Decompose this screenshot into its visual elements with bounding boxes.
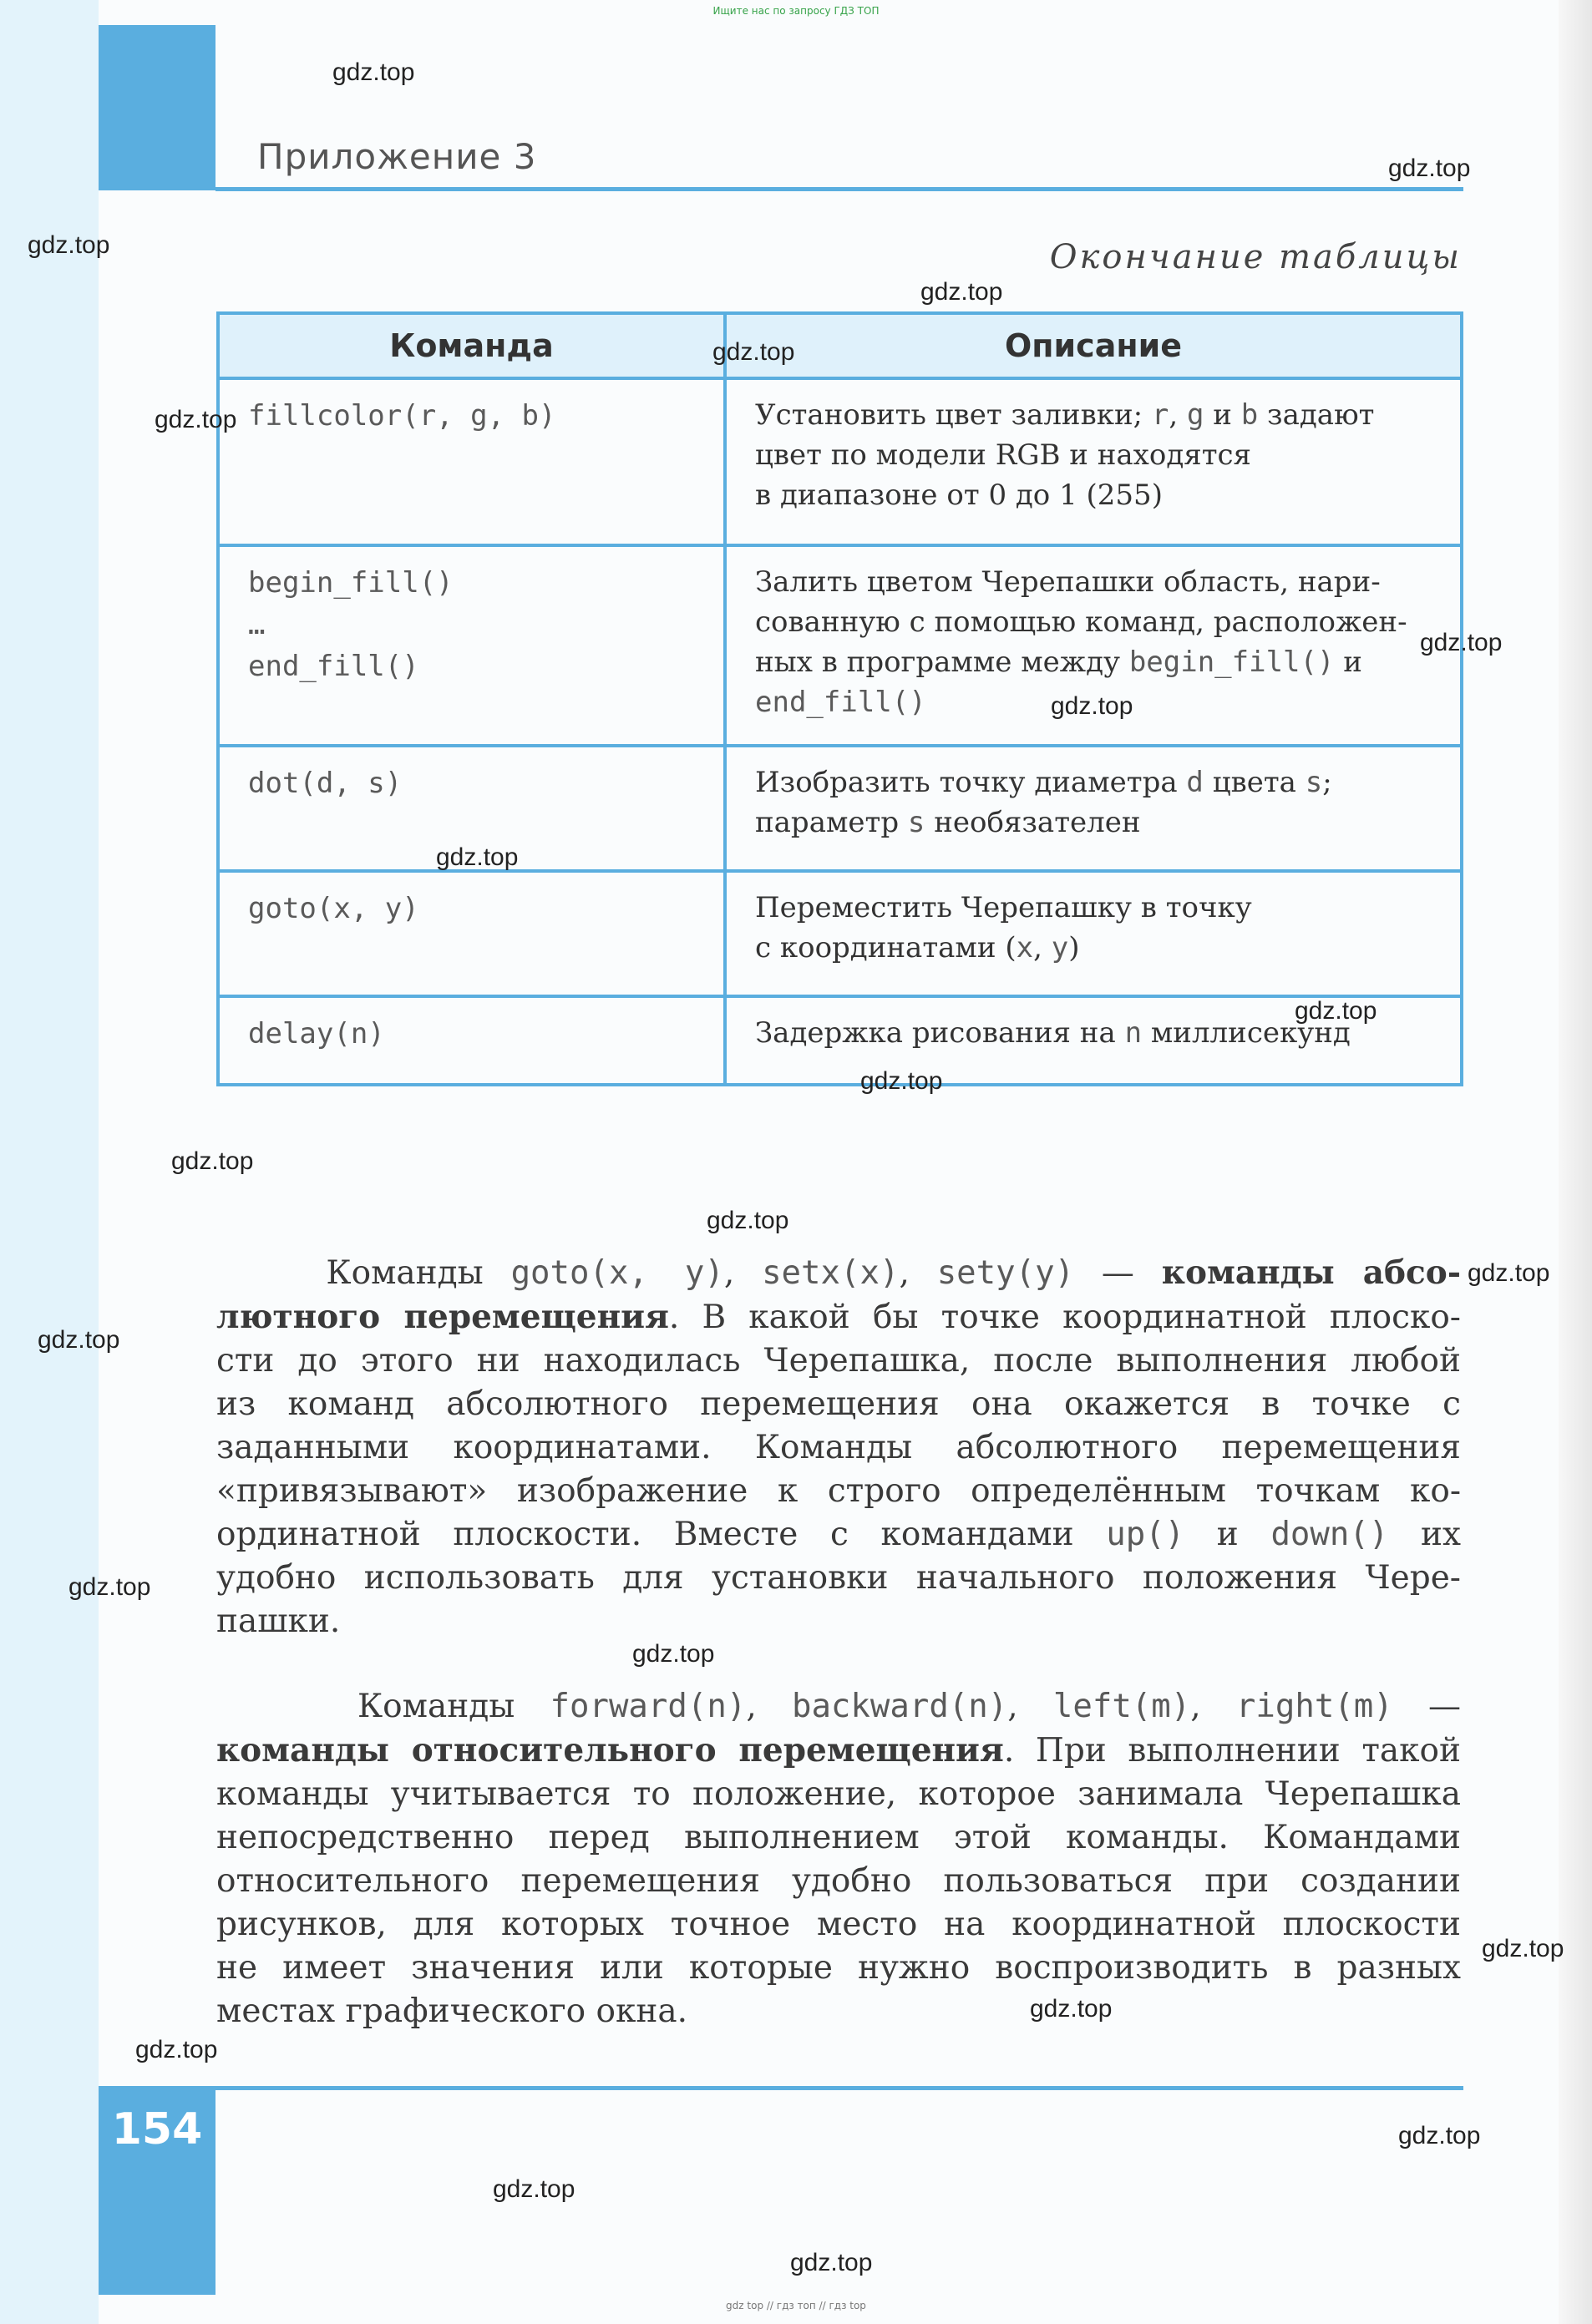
watermark-text: gdz.top	[155, 406, 237, 433]
paragraph-line: Команды goto(x, y), setx(x), sety(y) — команды абсо-	[216, 1253, 1461, 1292]
inline-code: left(m)	[1052, 1688, 1191, 1725]
header-rule	[215, 187, 1463, 191]
description-line: сованную с помощью команд, расположен-	[755, 605, 1407, 639]
description-line: ных в программе между begin_fill() и	[755, 646, 1362, 679]
inline-code: g	[1187, 398, 1204, 432]
inline-code: goto(x, y)	[510, 1254, 724, 1292]
watermark-text: gdz.top	[171, 1147, 254, 1175]
watermark-text: gdz.top	[712, 338, 795, 366]
paragraph-line: команды относительного перемещения. При выполнении такой	[216, 1731, 1461, 1770]
paragraph-line: ординатной плоскости. Вместе с командами up() и down() их	[216, 1516, 1461, 1553]
command-line: goto(x, y)	[248, 892, 419, 925]
inline-code: r	[1151, 398, 1169, 432]
description-cell	[725, 378, 1462, 545]
page-edge-shadow	[1559, 0, 1592, 2324]
inline-code: end_fill()	[755, 686, 926, 719]
description-line: Переместить Черепашку в точку	[755, 891, 1252, 924]
inline-code: s	[907, 806, 925, 839]
inline-code: n	[1124, 1016, 1143, 1050]
watermark-text: gdz.top	[1468, 1259, 1550, 1287]
watermark-text: gdz.top	[1295, 997, 1377, 1025]
header-color-tab	[99, 25, 215, 190]
page-number: 154	[111, 2104, 203, 2154]
table-row	[218, 996, 1462, 1085]
paragraph-line: не имеет значения или которые нужно воспроизводить в разных	[216, 1949, 1461, 1987]
inline-code: begin_fill()	[1128, 646, 1335, 679]
bottom-banner: gdz top // гдз топ // гдз top	[726, 2300, 866, 2311]
paragraph-line: местах графического окна.	[216, 1992, 688, 2030]
paragraph-line: пашки.	[216, 1602, 341, 1640]
command-cell	[218, 871, 725, 996]
watermark-text: gdz.top	[860, 1067, 943, 1095]
bold-term: команды относительного перемещения	[216, 1731, 1004, 1770]
top-banner: Ищите нас по запросу ГДЗ ТОП	[712, 5, 880, 17]
watermark-text: gdz.top	[1388, 154, 1471, 182]
watermark-text: gdz.top	[920, 278, 1003, 306]
watermark-text: gdz.top	[28, 231, 110, 259]
table-caption: Окончание таблицы	[1049, 238, 1462, 276]
table-row	[218, 378, 1462, 545]
command-cell	[218, 996, 725, 1085]
inline-code: right(m)	[1235, 1688, 1393, 1725]
table-row	[218, 746, 1462, 871]
watermark-text: gdz.top	[1398, 2122, 1481, 2149]
inline-code: forward(n)	[550, 1688, 747, 1725]
paragraph-relative-moves	[216, 1685, 1461, 2033]
description-line: с координатами (x, y)	[755, 931, 1080, 965]
inline-code: setx(x)	[762, 1254, 900, 1292]
table-row	[218, 871, 1462, 996]
description-line: Установить цвет заливки; r, g и b задают	[755, 398, 1375, 432]
inline-code: y	[1051, 931, 1069, 965]
page-title: Приложение 3	[257, 136, 537, 177]
inline-code: up()	[1106, 1516, 1185, 1553]
watermark-text: gdz.top	[1051, 692, 1133, 720]
watermark-text: gdz.top	[332, 58, 415, 86]
command-line: dot(d, s)	[248, 767, 403, 800]
table-row	[218, 545, 1462, 746]
footer-rule	[215, 2086, 1463, 2090]
bold-term: команды абсо-	[1161, 1253, 1461, 1292]
description-cell	[725, 871, 1462, 996]
description-line: Задержка рисования на n миллисекунд	[755, 1016, 1351, 1050]
watermark-text: gdz.top	[1482, 1935, 1564, 1962]
inline-code: b	[1240, 398, 1259, 432]
command-line: begin_fill()	[248, 566, 454, 600]
command-line: fillcolor(r, g, b)	[248, 399, 556, 433]
command-cell	[218, 545, 725, 746]
inline-code: s	[1305, 766, 1323, 799]
paragraph-line: непосредственно перед выполнением этой команды. Командами	[216, 1819, 1461, 1856]
watermark-text: gdz.top	[632, 1640, 715, 1668]
watermark-text: gdz.top	[707, 1207, 789, 1234]
commands-table	[216, 311, 1463, 1086]
watermark-text: gdz.top	[493, 2175, 575, 2203]
description-cell	[725, 746, 1462, 871]
column-header-command: Команда	[218, 313, 725, 378]
paragraph-absolute-moves	[216, 1251, 1461, 1643]
paragraph-line: рисунков, для которых точное место на координатной плоскости	[216, 1906, 1461, 1943]
inline-code: d	[1186, 766, 1204, 799]
paragraph-line: заданными координатами. Команды абсолютного перемещения	[216, 1429, 1461, 1466]
command-cell	[218, 378, 725, 545]
paragraph-line: «привязывают» изображение к строго определённым точкам ко-	[216, 1472, 1461, 1510]
watermark-text: gdz.top	[135, 2036, 218, 2063]
command-line: delay(n)	[248, 1017, 385, 1051]
watermark-text: gdz.top	[68, 1573, 151, 1601]
watermark-text: gdz.top	[790, 2249, 873, 2276]
paragraph-line: Команды forward(n), backward(n), left(m), right(m) —	[216, 1688, 1461, 1725]
description-line: параметр s необязателен	[755, 806, 1141, 839]
description-line: в диапазоне от 0 до 1 (255)	[755, 478, 1163, 512]
description-line: Залить цветом Черепашки область, нари-	[755, 565, 1381, 599]
paragraph-line: сти до этого ни находилась Черепашка, после выполнения любой	[216, 1342, 1461, 1380]
watermark-text: gdz.top	[436, 843, 519, 871]
column-header-description: Описание	[725, 313, 1462, 378]
paragraph-line: лютного перемещения. В какой бы точке координатной плоско-	[216, 1298, 1461, 1336]
watermark-text: gdz.top	[1420, 629, 1503, 656]
inline-code: x	[1016, 931, 1034, 965]
description-line: Изобразить точку диаметра d цвета s;	[755, 766, 1332, 799]
left-margin-band	[0, 0, 99, 2324]
watermark-text: gdz.top	[38, 1326, 120, 1354]
watermark-text: gdz.top	[1030, 1995, 1113, 2023]
inline-code: backward(n)	[791, 1688, 1008, 1725]
description-line: цвет по модели RGB и находятся	[755, 438, 1252, 472]
inline-code: down()	[1270, 1516, 1389, 1553]
command-line: end_fill()	[248, 650, 419, 683]
bold-term: лютного перемещения	[216, 1298, 669, 1336]
paragraph-line: из команд абсолютного перемещения она окажется в точке с	[216, 1385, 1461, 1423]
command-line: …	[248, 608, 266, 641]
inline-code: sety(y)	[936, 1254, 1075, 1292]
paragraph-line: команды учитывается то положение, которое занимала Черепашка	[216, 1775, 1461, 1813]
paragraph-line: удобно использовать для установки начального положения Чере-	[216, 1559, 1461, 1597]
table-header-row	[218, 313, 1462, 378]
paragraph-line: относительного перемещения удобно пользоваться при создании	[216, 1862, 1461, 1900]
